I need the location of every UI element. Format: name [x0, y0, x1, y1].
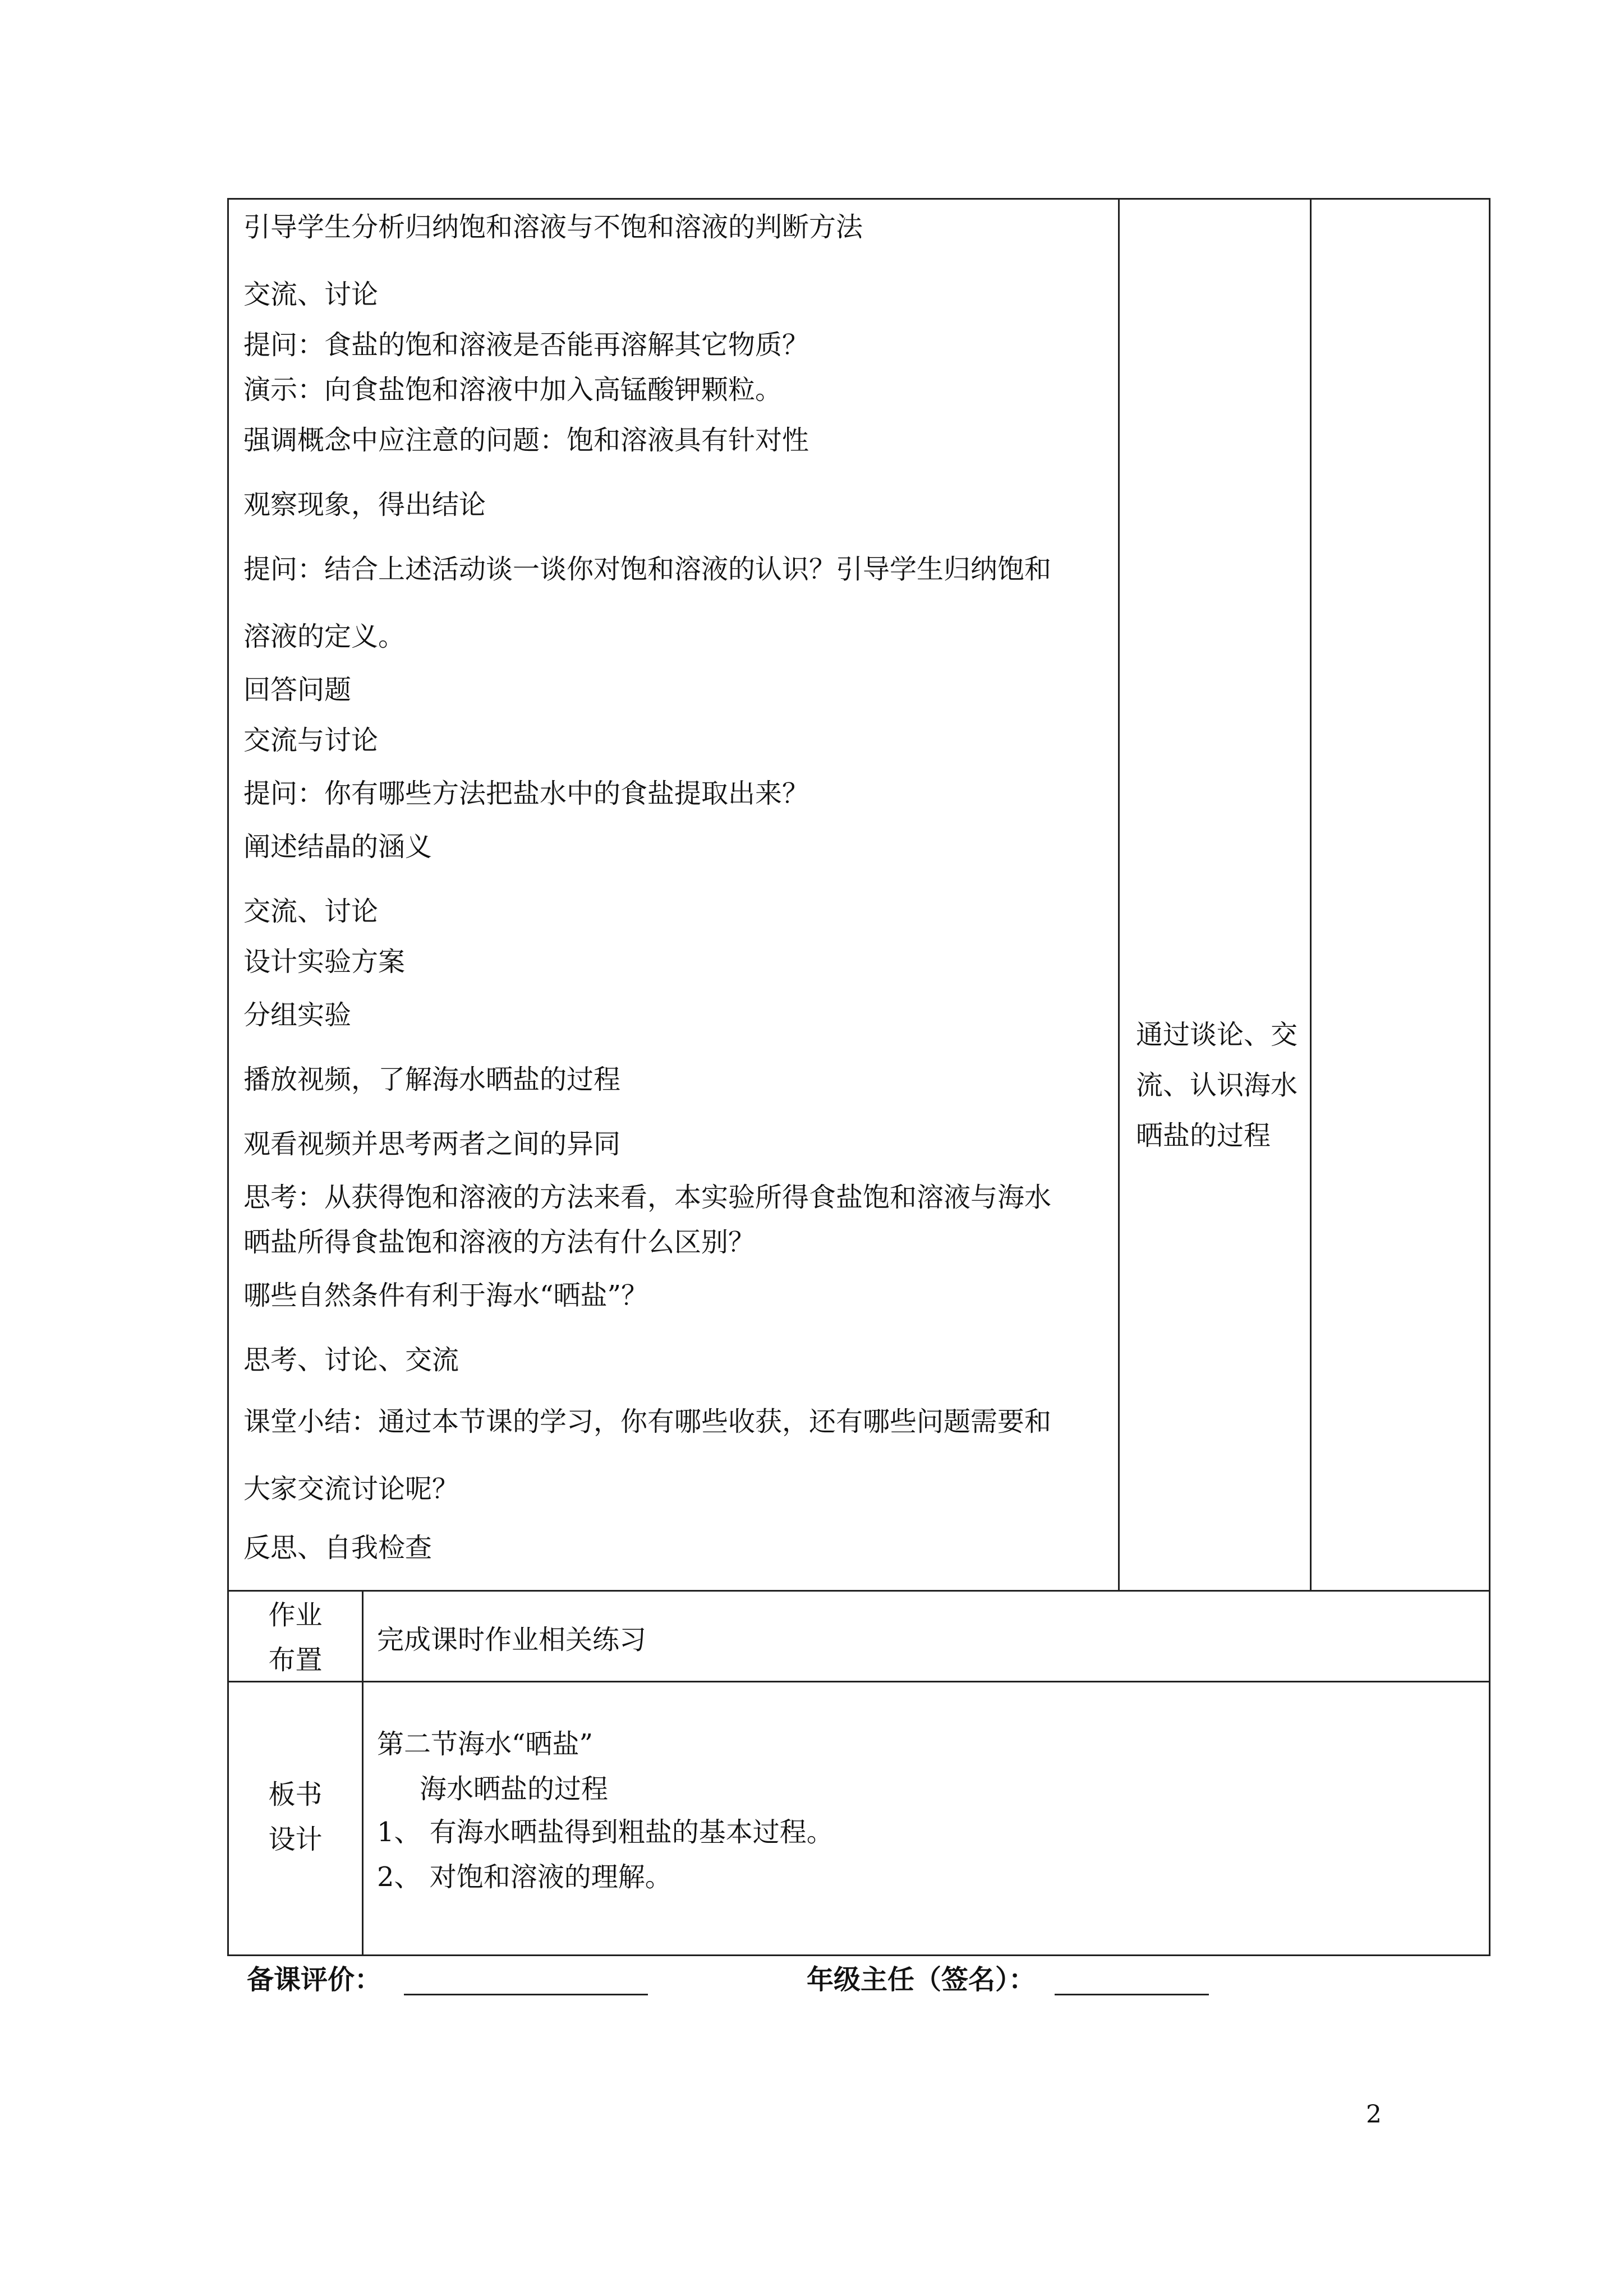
activity-line: 交流与讨论	[243, 725, 379, 756]
board-label-line: 设计	[268, 1824, 323, 1855]
activity-line: 哪些自然条件有利于海水“晒盐”？	[243, 1280, 648, 1311]
activity-line: 播放视频，了解海水晒盐的过程	[243, 1064, 621, 1095]
activity-line: 提问：你有哪些方法把盐水中的食盐提取出来？	[243, 778, 809, 809]
board-label-line: 板书	[268, 1779, 323, 1810]
board-title: 第二节海水“晒盐”	[377, 1728, 594, 1760]
board-point: 2、 对饱和溶液的理解。	[377, 1861, 672, 1893]
activity-line: 分组实验	[243, 999, 352, 1031]
evaluation-signature-line	[404, 1994, 648, 1995]
design-intent-line: 通过谈论、交	[1136, 1019, 1298, 1050]
column-divider	[1118, 198, 1120, 1592]
design-intent-line: 晒盐的过程	[1136, 1120, 1271, 1151]
activity-line: 强调概念中应注意的问题：饱和溶液具有针对性	[243, 425, 809, 456]
activity-line: 观察现象，得出结论	[243, 489, 486, 520]
row-divider	[227, 1590, 1490, 1592]
design-intent-note	[1136, 1009, 1299, 1161]
activity-line: 设计实验方案	[243, 946, 406, 978]
column-divider	[1310, 198, 1312, 1592]
activity-line: 提问：食盐的饱和溶液是否能再溶解其它物质？	[243, 329, 809, 361]
homework-label-line: 布置	[268, 1644, 323, 1676]
lesson-evaluation-label: 备课评价：	[247, 1964, 382, 1995]
design-intent-line: 流、认识海水	[1136, 1069, 1298, 1101]
grade-director-label: 年级主任（签名）：	[807, 1964, 1036, 1995]
activity-line: 大家交流讨论呢？	[243, 1473, 459, 1505]
homework-label-line: 作业	[268, 1599, 323, 1631]
board-subtitle: 海水晒盐的过程	[420, 1773, 609, 1805]
activity-line: 提问：结合上述活动谈一谈你对饱和溶液的认识？引导学生归纳饱和	[243, 554, 1052, 585]
board-point: 1、 有海水晒盐得到粗盐的基本过程。	[377, 1816, 834, 1848]
activity-line: 思考：从获得饱和溶液的方法来看，本实验所得食盐饱和溶液与海水	[243, 1182, 1052, 1213]
activity-line: 演示：向食盐饱和溶液中加入高锰酸钾颗粒。	[243, 374, 783, 405]
activity-line: 思考、讨论、交流	[243, 1344, 459, 1376]
homework-label	[229, 1593, 362, 1682]
activity-line: 回答问题	[243, 674, 352, 706]
activity-line: 晒盐所得食盐饱和溶液的方法有什么区别？	[243, 1227, 756, 1258]
director-signature-line	[1055, 1994, 1209, 1995]
homework-content: 完成课时作业相关练习	[377, 1624, 647, 1656]
activity-line: 阐述结晶的涵义	[243, 831, 433, 863]
activity-line: 溶液的定义。	[243, 621, 406, 652]
page-number: 2	[1366, 2100, 1382, 2129]
label-column-divider	[362, 1590, 364, 1956]
activity-line: 课堂小结：通过本节课的学习，你有哪些收获，还有哪些问题需要和	[243, 1406, 1052, 1437]
activity-line: 反思、自我检查	[243, 1532, 433, 1564]
activity-line: 观看视频并思考两者之间的异同	[243, 1128, 621, 1160]
activity-line: 交流、讨论	[243, 279, 379, 310]
board-design-label	[229, 1772, 362, 1862]
activity-line: 交流、讨论	[243, 896, 379, 927]
activity-line: 引导学生分析归纳饱和溶液与不饱和溶液的判断方法	[243, 211, 863, 243]
row-divider	[227, 1681, 1490, 1682]
